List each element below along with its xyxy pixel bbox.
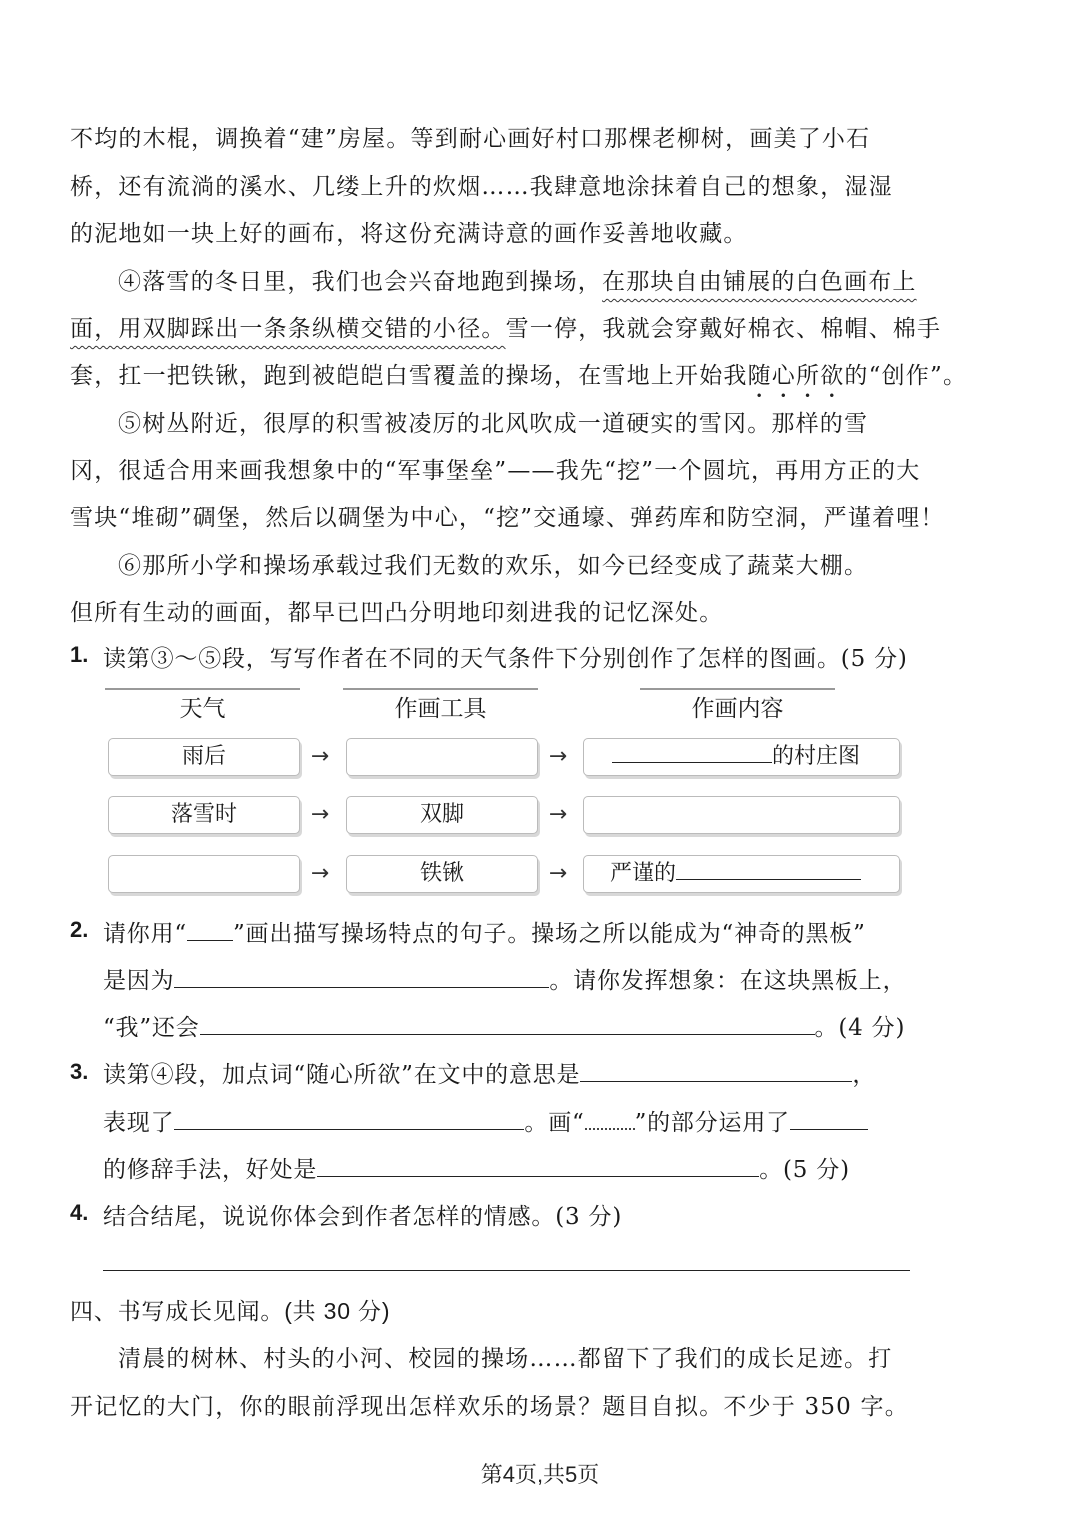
tool-box-blank[interactable] [346, 738, 538, 776]
wavy-line-symbol [585, 1108, 635, 1130]
arrow-icon: → [310, 744, 330, 769]
passage-line: 冈，很适合用来画我想象中的“军事堡垒”——我先“挖”一个圆坑，再用方正的大 [70, 458, 921, 484]
arrow-icon: → [548, 744, 568, 769]
header-weather: 天气 [179, 696, 226, 722]
question-2-line-1: 请你用“ ”画出描写操场特点的句子。操场之所以能成为“神奇的黑板” [103, 915, 866, 948]
passage-line: ⑥那所小学和操场承载过我们无数的欢乐，如今已经变成了蔬菜大棚。 [118, 553, 869, 579]
question-number: 3. [70, 1059, 89, 1084]
answer-blank[interactable] [612, 740, 772, 763]
dotted-keyword: 随心所欲 [747, 363, 845, 389]
question-2-line-2: 是因为 。请你发挥想象：在这块黑板上， [103, 962, 906, 995]
paragraph-4-line-3: 套，扛一把铁锹，跑到被皑皑白雪覆盖的操场，在雪地上开始我随心所欲的“创作”。 [70, 363, 968, 389]
wavy-underlined-sentence: 面，用双脚踩出一条条纵横交错的小径。 [70, 316, 506, 342]
question-3-line-1: 读第④段，加点词“随心所欲”在文中的意思是 ， [103, 1056, 876, 1089]
passage-line: 的泥地如一块上好的画布，将这份充满诗意的画作妥善地收藏。 [70, 221, 748, 247]
tool-box: 铁锹 [346, 855, 538, 893]
passage-line: ⑤树丛附近，很厚的积雪被凌厉的北风吹成一道硬实的雪冈。那样的雪 [118, 411, 869, 437]
arrow-icon: → [310, 861, 330, 886]
question-2-line-3: “我”还会 。(4 分) [103, 1009, 905, 1042]
section-4-prompt-line: 清晨的树林、村头的小河、校园的操场……都留下了我们的成长足迹。打 [118, 1346, 893, 1372]
passage-line: 桥，还有流淌的溪水、几缕上升的炊烟……我肆意地涂抹着自己的想象，湿湿 [70, 174, 893, 200]
passage-line: 但所有生动的画面，都早已凹凸分明地印刻进我的记忆深处。 [70, 600, 724, 626]
weather-box: 落雪时 [108, 796, 300, 834]
arrow-icon: → [548, 802, 568, 827]
passage-line: 雪块“堆砌”碉堡，然后以碉堡为中心，“挖”交通壕、弹药库和防空洞，严谨着哩！ [70, 505, 945, 531]
weather-box: 雨后 [108, 738, 300, 776]
header-tool: 作画工具 [394, 696, 487, 722]
question-number: 2. [70, 917, 89, 942]
question-number: 1. [70, 642, 89, 667]
answer-line[interactable] [103, 1270, 910, 1271]
header-content: 作画内容 [691, 696, 784, 722]
answer-blank[interactable] [174, 965, 549, 988]
answer-blank[interactable] [200, 1012, 815, 1035]
paragraph-4-line-1: ④落雪的冬日里，我们也会兴奋地跑到操场，在那块自由铺展的白色画布上 [118, 269, 917, 295]
content-box-blank[interactable] [583, 796, 900, 834]
answer-blank[interactable] [580, 1059, 852, 1082]
tool-box: 双脚 [346, 796, 538, 834]
question-3-line-3: 的修辞手法，好处是 。(5 分) [103, 1151, 850, 1184]
arrow-icon: → [310, 802, 330, 827]
answer-blank[interactable] [174, 1107, 524, 1130]
answer-blank[interactable] [317, 1154, 759, 1177]
answer-blank[interactable] [676, 857, 861, 880]
question-1-text: 读第③～⑤段，写写作者在不同的天气条件下分别创作了怎样的图画。(5 分) [103, 646, 908, 672]
wavy-underlined-sentence: 在那块自由铺展的白色画布上 [602, 269, 917, 295]
content-box: 的村庄图 [583, 738, 900, 776]
arrow-icon: → [548, 861, 568, 886]
paragraph-4-line-2: 面，用双脚踩出一条条纵横交错的小径。雪一停，我就会穿戴好棉衣、棉帽、棉手 [70, 316, 942, 342]
question-3-line-2: 表现了 。画“ ”的部分运用了 [103, 1104, 868, 1137]
underline-symbol [187, 918, 233, 941]
passage-line: 不均的木棍，调换着“建”房屋。等到耐心画好村口那棵老柳树，画美了小石 [70, 126, 871, 152]
content-box: 严谨的 [583, 855, 900, 893]
answer-blank[interactable] [790, 1107, 868, 1130]
section-4-title: 四、书写成长见闻。(共 30 分) [70, 1298, 391, 1324]
question-4-text: 结合结尾，说说你体会到作者怎样的情感。(3 分) [103, 1204, 623, 1230]
question-number: 4. [70, 1200, 89, 1225]
weather-box-blank[interactable] [108, 855, 300, 893]
page-footer: 第4页,共5页 [480, 1462, 600, 1487]
section-4-prompt-line: 开记忆的大门，你的眼前浮现出怎样欢乐的场景？题目自拟。不少于 350 字。 [70, 1394, 909, 1420]
